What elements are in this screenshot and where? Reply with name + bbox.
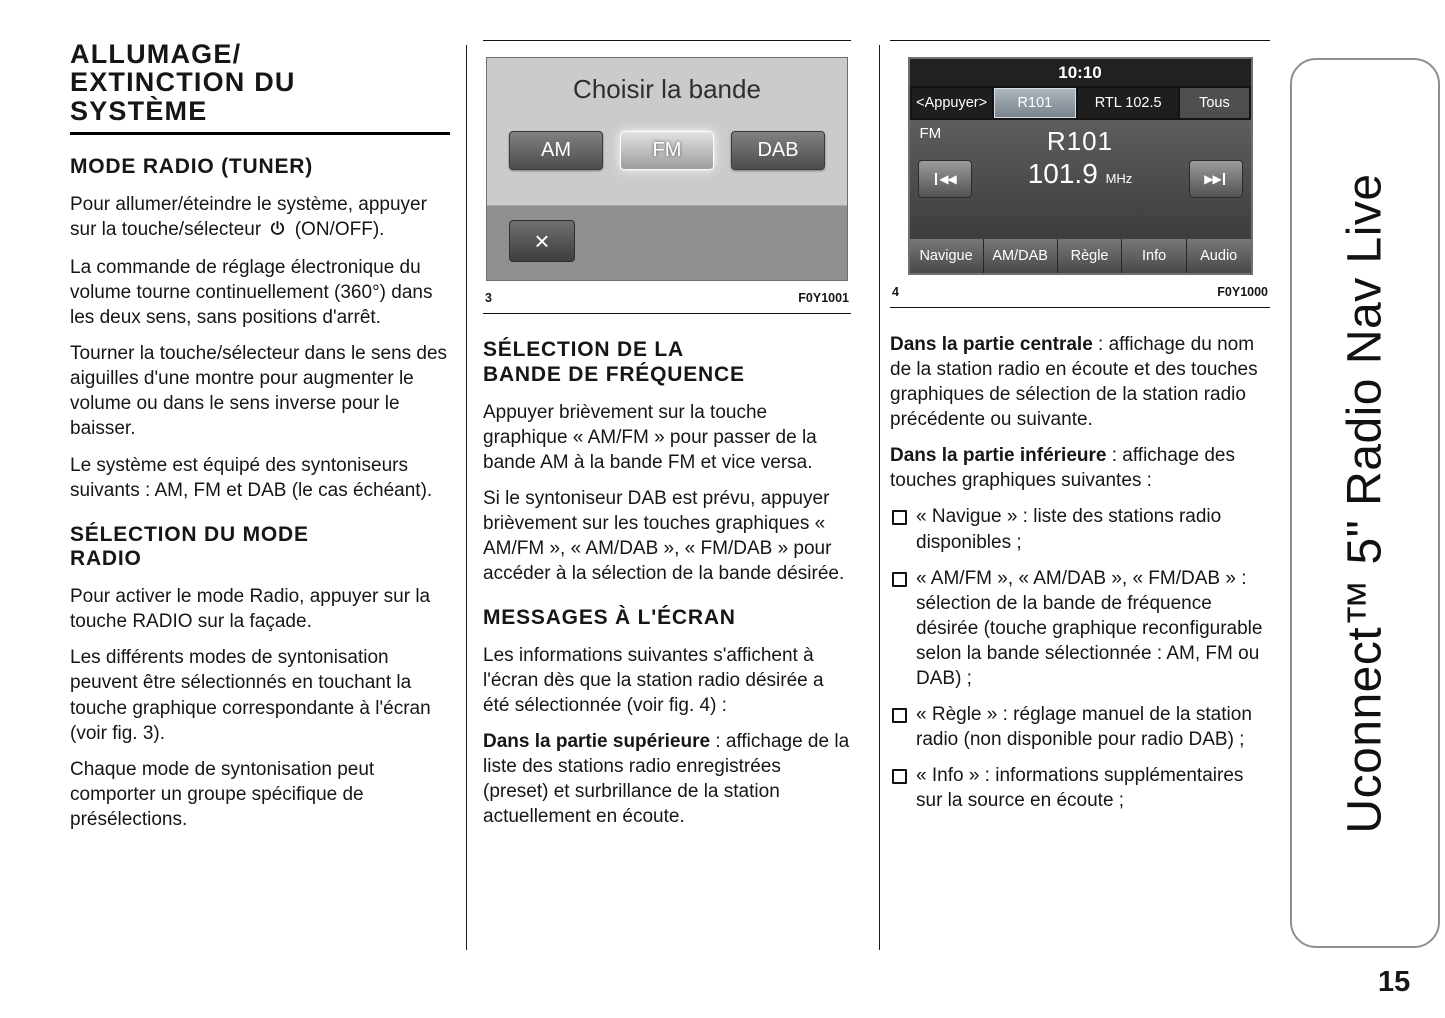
square-bullet-icon [892, 769, 907, 784]
skip-back-icon: ◀◀ [918, 160, 972, 198]
figure-3-caption [485, 291, 849, 305]
figure-bottom-rule [890, 307, 1270, 308]
column-divider [879, 45, 880, 950]
list-item-text: « Info » : informations supplémentaires sur la source en écoute ; [916, 765, 1244, 812]
fig4-navigue-button: Navigue [910, 239, 984, 273]
fig4-main-area [910, 120, 1251, 239]
fig4-amdab-button: AM/DAB [984, 239, 1058, 273]
paragraph-text: (ON/OFF). [294, 218, 385, 240]
fig3-am-button: AM [509, 131, 603, 170]
chapter-title-vertical: Uconnect™ 5" Radio Nav Live [1338, 172, 1392, 834]
figure-number: 3 [485, 291, 492, 305]
list-item-text: « Règle » : réglage manuel de la station radio (non disponible pour radio DAB) ; [916, 704, 1252, 751]
section-heading-selection-mode: SÉLECTION DU MODE RADIO [70, 522, 309, 571]
paragraph-lead: Dans la partie supérieure [483, 731, 711, 753]
paragraph-text: : affichage de la liste des stations radio enregistrées (preset) et surbrillance de la station actuellement en écoute. [483, 731, 850, 828]
title-rule [70, 132, 450, 135]
middle-column [483, 40, 851, 840]
list-item-text: « AM/FM », « AM/DAB », « FM/DAB » : sélection de la bande de fréquence désirée (touche graphique reconfigurable selon la bande sélectionnée : AM, FM ou DAB) ; [916, 567, 1263, 689]
list-item [890, 763, 1270, 813]
paragraph [890, 332, 1270, 432]
column-divider [466, 45, 467, 950]
fig4-bottom-bar [910, 239, 1251, 273]
paragraph: Tourner la touche/sélecteur dans le sens des aiguilles d'une montre pour augmenter le volume ou dans le sens inverse pour le baisser. [70, 343, 448, 440]
fig4-audio-button: Audio [1200, 248, 1238, 264]
figure-3-radio-band-screen [486, 57, 848, 281]
paragraph-lead: Dans la partie centrale [890, 334, 1093, 355]
fig4-info-button: Info [1122, 239, 1187, 273]
paragraph: Appuyer brièvement sur la touche graphique « AM/FM » pour passer de la bande AM à la bande FM et vice versa. [483, 401, 817, 473]
skip-forward-icon: ▶▶ [1189, 160, 1243, 198]
page-title-line: ALLUMAGE/ [70, 39, 242, 69]
power-icon [269, 219, 286, 244]
section-heading-mode-radio: MODE RADIO (TUNER) [70, 155, 314, 179]
right-column [890, 40, 1270, 824]
list-item [890, 566, 1270, 691]
fig4-frequency: 101.9 MHz [1027, 158, 1133, 189]
square-bullet-icon [892, 510, 907, 525]
fig4-clock: 10:10 [910, 59, 1251, 86]
paragraph: La commande de réglage électronique du volume tourne continuellement (360°) dans les deux sens, sans positions d'arrêt. [70, 256, 433, 329]
close-icon: × [509, 220, 575, 262]
paragraph: Pour activer le mode Radio, appuyer sur la touche RADIO sur la façade. [70, 586, 431, 633]
page-title-line: SYSTÈME [70, 95, 208, 126]
fig3-title: Choisir la bande [573, 74, 761, 104]
paragraph-text: Pour allumer/éteindre le système, appuyer sur la touche/sélecteur [70, 193, 427, 240]
section-heading-screen-messages: MESSAGES À L'ÉCRAN [483, 606, 736, 630]
chapter-sidebar [1290, 58, 1440, 948]
fig4-preset-tous: Tous [1180, 88, 1248, 118]
paragraph-text: : affichage des touches graphiques suivantes : [890, 445, 1235, 492]
left-column [70, 40, 450, 843]
square-bullet-icon [892, 572, 907, 587]
page-title [70, 40, 450, 125]
figure-top-rule [483, 40, 851, 41]
paragraph-text: : affichage du nom de la station radio en écoute et des touches graphiques de sélection de la station radio précédente ou suivante. [890, 334, 1258, 431]
figure-bottom-rule [483, 313, 851, 314]
fig4-preset-r101: R101 [994, 88, 1076, 118]
fig4-preset-bar [910, 86, 1251, 120]
paragraph: Les informations suivantes s'affichent à l'écran dès que la station radio désirée a été sélectionnée (voir fig. 4) : [483, 644, 824, 716]
fig3-bottom-bar [487, 205, 847, 280]
fig4-station-name: R101 [1046, 126, 1114, 156]
paragraph: Le système est équipé des syntoniseurs suivants : AM, FM et DAB (le cas échéant). [70, 454, 433, 501]
figure-code: F0Y1001 [798, 291, 849, 305]
section-heading-band-selection: SÉLECTION DE LA BANDE DE FRÉQUENCE [483, 338, 745, 386]
list-item-text: « Navigue » : liste des stations radio disponibles ; [916, 506, 1222, 553]
square-bullet-icon [892, 708, 907, 723]
fig3-fm-button: FM [620, 131, 714, 170]
figure-4-caption [892, 285, 1268, 299]
list-item [890, 504, 1270, 554]
fig4-frequency-unit: MHz [1105, 171, 1133, 186]
fig4-preset-appuyer: <Appuyer> [912, 88, 992, 118]
fig3-dab-button: DAB [731, 131, 825, 170]
paragraph: Si le syntoniseur DAB est prévu, appuyer brièvement sur les touches graphiques « AM/FM », « AM/DAB », « FM/DAB » pour accéder à la sélection de la bande désirée. [483, 487, 845, 584]
page-number: 15 [1378, 966, 1411, 998]
fig3-band-buttons [487, 131, 847, 170]
figure-number: 4 [892, 285, 899, 299]
fig4-band-label: FM [919, 125, 942, 142]
figure-code: F0Y1000 [1217, 285, 1268, 299]
list-item [890, 702, 1270, 752]
paragraph [70, 192, 450, 244]
figure-4-radio-main-screen [908, 57, 1253, 275]
page-title-line: EXTINCTION DU [70, 67, 296, 98]
paragraph [483, 729, 851, 829]
paragraph: Les différents modes de syntonisation peuvent être sélectionnés en touchant la touche graphique correspondante à l'écran (voir fig. 3). [70, 647, 431, 744]
fig4-regle-button: Règle [1058, 239, 1123, 273]
paragraph-lead: Dans la partie inférieure [890, 445, 1107, 467]
figure-top-rule [890, 40, 1270, 41]
paragraph [890, 443, 1270, 493]
paragraph: Chaque mode de syntonisation peut comporter un groupe spécifique de présélections. [70, 758, 375, 830]
fig4-preset-rtl-102-5: RTL 102.5 [1078, 88, 1178, 118]
